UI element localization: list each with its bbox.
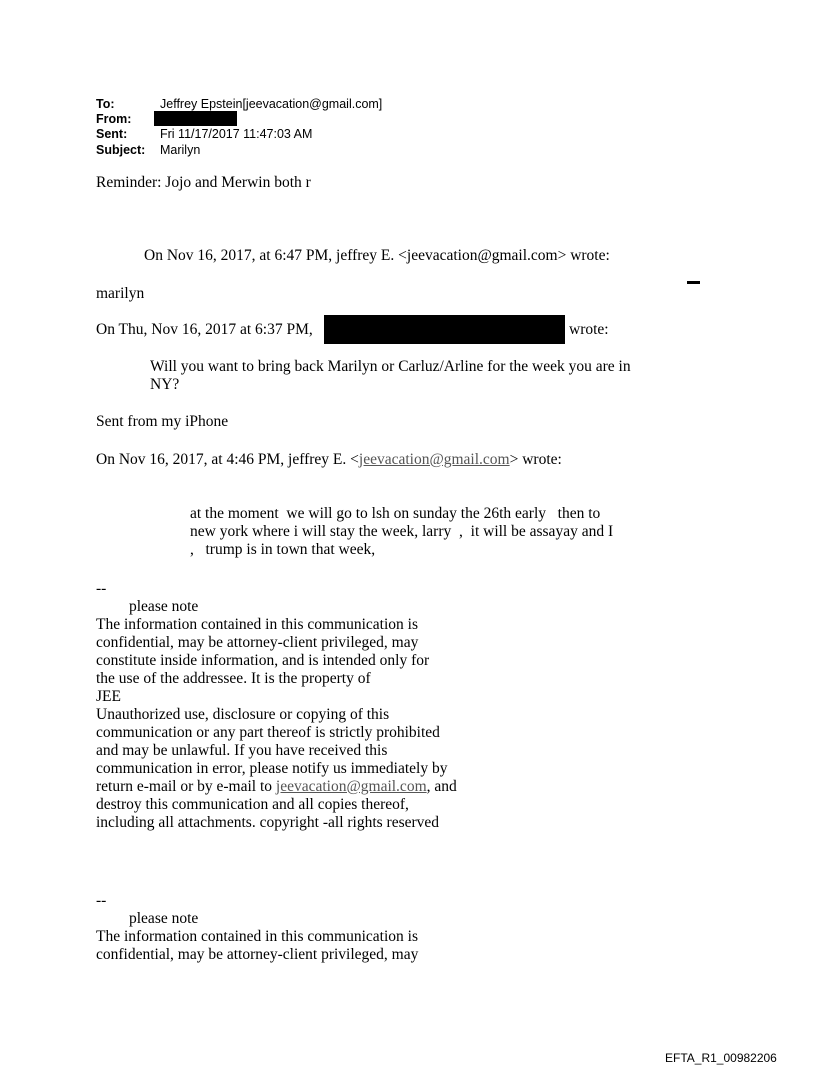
disclaimer-email-link[interactable]: jeevacation@gmail.com (275, 778, 427, 795)
disclaimer-line: destroy this communication and all copies thereof, (96, 796, 409, 813)
quote3-intro-suffix: > wrote: (509, 451, 562, 468)
sent-from-signature: Sent from my iPhone (96, 413, 229, 430)
quote3-intro-prefix: On Nov 16, 2017, at 4:46 PM, jeffrey E. < (96, 451, 359, 468)
disclaimer2-note: please note (129, 910, 199, 927)
quote2-body (150, 358, 631, 394)
disclaimer-return-line (96, 778, 457, 796)
quote1-text: marilyn (96, 285, 145, 302)
bates-number: EFTA_R1_00982206 (665, 1051, 777, 1065)
from-label: From: (96, 112, 132, 126)
disclaimer-line: The information contained in this communication is (96, 928, 418, 945)
to-label: To: (96, 97, 115, 111)
subject-label: Subject: (96, 143, 146, 157)
disclaimer-line: the use of the addressee. It is the property of (96, 670, 371, 687)
disclaimer-line: confidential, may be attorney-client privileged, may (96, 634, 419, 651)
small-redaction-mark (687, 281, 700, 284)
disclaimer1-body (96, 616, 457, 832)
quote3-intro (96, 451, 562, 469)
quote3-body (190, 505, 613, 559)
from-redaction (154, 111, 237, 126)
disclaimer-line: JEE (96, 688, 121, 705)
to-value: Jeffrey Epstein[jeevacation@gmail.com] (160, 97, 383, 111)
disclaimer-line: constitute inside information, and is intended only for (96, 652, 430, 669)
quote3-line: , trump is in town that week, (190, 541, 376, 558)
disclaimer-line: The information contained in this communication is (96, 616, 418, 633)
disclaimer2-body (96, 928, 418, 964)
disclaimer2-separator: -- (96, 892, 107, 909)
sent-label: Sent: (96, 127, 128, 141)
disclaimer-line: communication in error, please notify us immediately by (96, 760, 448, 777)
disclaimer-line: communication or any part thereof is strictly prohibited (96, 724, 440, 741)
disclaimer1-separator: -- (96, 580, 107, 597)
reminder-text: Reminder: Jojo and Merwin both r (96, 174, 311, 191)
return-prefix: return e-mail or by e-mail to (96, 778, 276, 795)
disclaimer1-note: please note (129, 598, 199, 615)
quote2-intro-prefix: On Thu, Nov 16, 2017 at 6:37 PM, (96, 321, 313, 338)
sender-redaction (324, 315, 565, 344)
quote3-line: at the moment we will go to lsh on sunday the 26th early then to (190, 505, 601, 522)
quote3-line: new york where i will stay the week, larry , it will be assayay and I (190, 523, 614, 540)
sent-value: Fri 11/17/2017 11:47:03 AM (160, 127, 313, 141)
quote1-intro: On Nov 16, 2017, at 6:47 PM, jeffrey E. <jeevacation@gmail.com> wrote: (144, 247, 610, 264)
quote3-email-link[interactable]: jeevacation@gmail.com (358, 451, 510, 468)
subject-value: Marilyn (160, 143, 201, 157)
disclaimer-line: including all attachments. copyright -all rights reserved (96, 814, 440, 831)
disclaimer-line: and may be unlawful. If you have received this (96, 742, 388, 759)
disclaimer-line: Unauthorized use, disclosure or copying of this (96, 706, 390, 723)
quote2-line: Will you want to bring back Marilyn or Carluz/Arline for the week you are in (150, 358, 631, 375)
quote2-intro-suffix: wrote: (569, 321, 609, 338)
disclaimer-line: confidential, may be attorney-client privileged, may (96, 946, 419, 963)
return-suffix: , and (426, 778, 457, 795)
quote2-line: NY? (150, 376, 180, 393)
